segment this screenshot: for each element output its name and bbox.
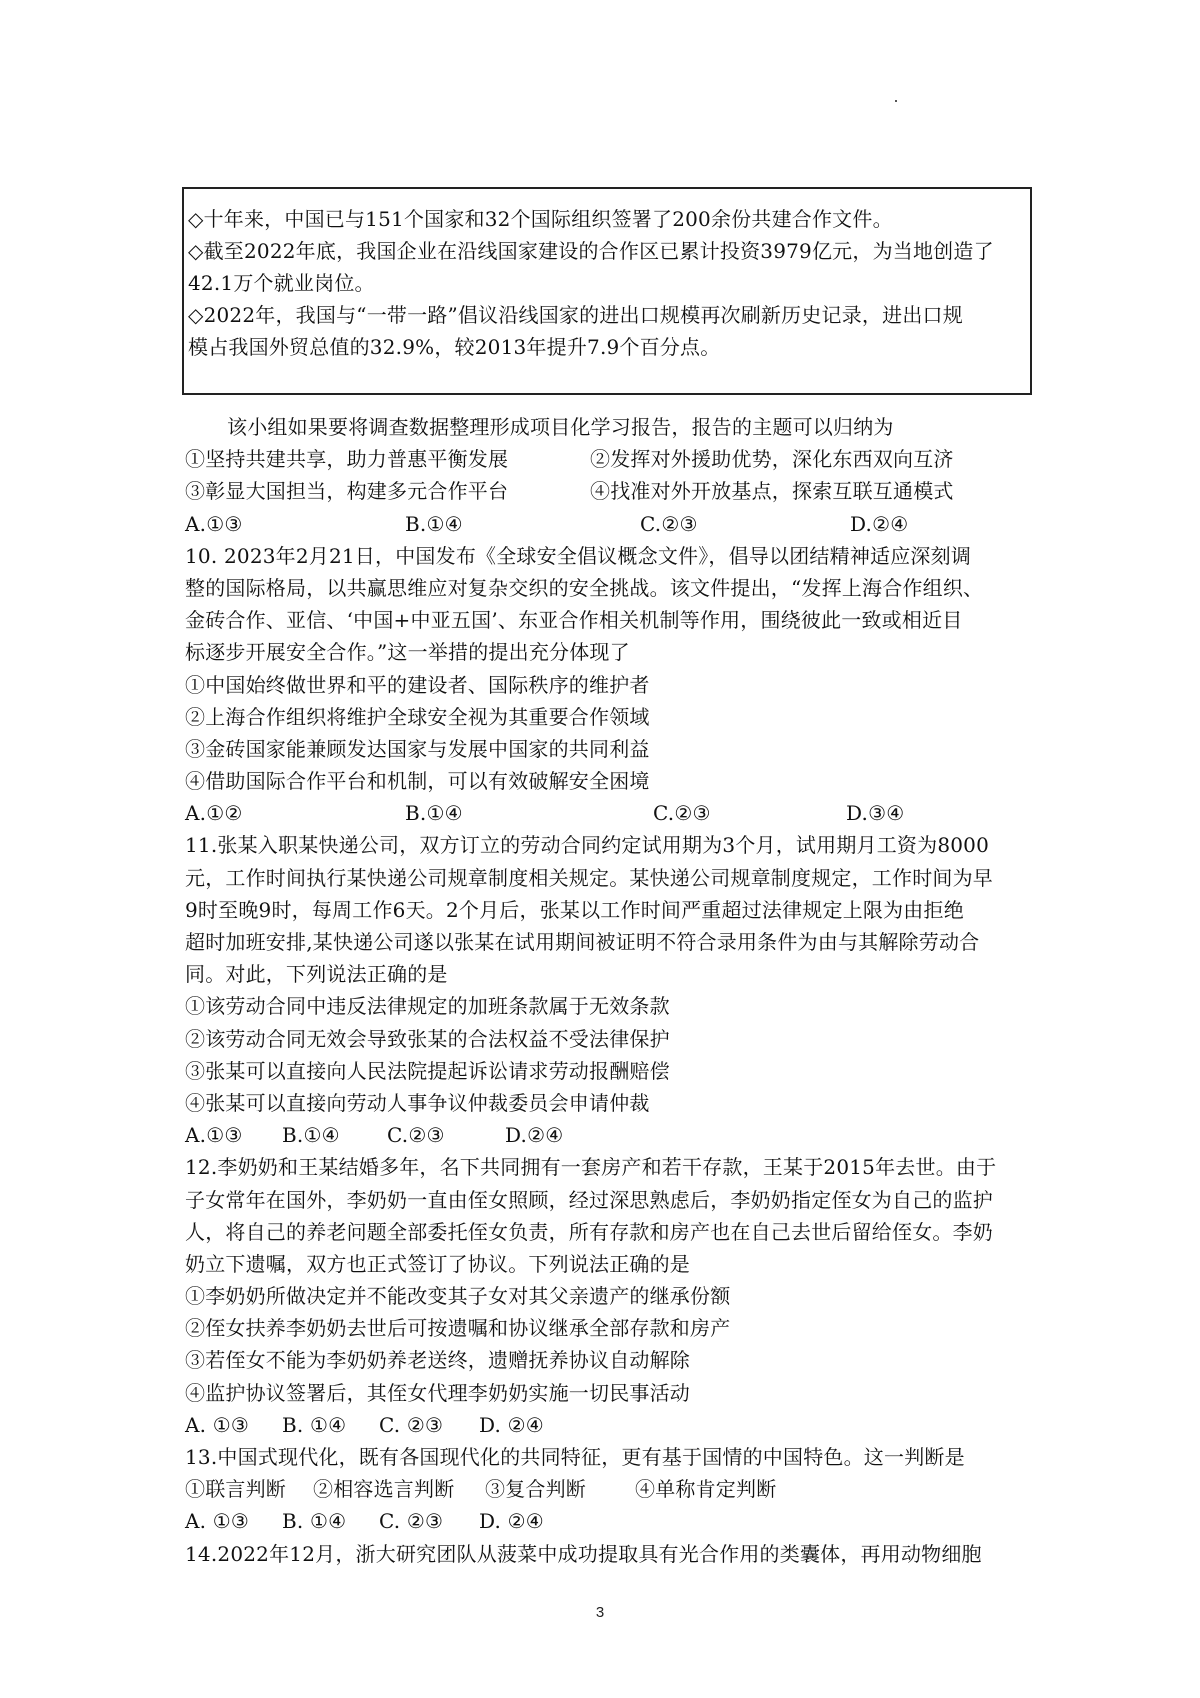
choice-d: D.②④ — [505, 1123, 564, 1148]
q13-option-4: ④单称肯定判断 — [635, 1477, 777, 1502]
q14-stem: 14.2022年12月，浙大研究团队从菠菜中成功提取具有光合作用的类囊体，再用动物细胞 — [185, 1541, 982, 1566]
choice-c: C. ②③ — [379, 1509, 444, 1534]
q12-line: 人，将自己的养老问题全部委托侄女负责，所有存款和房产也在自己去世后留给侄女。李奶 — [185, 1219, 993, 1244]
q13-option-3: ③复合判断 — [485, 1477, 586, 1502]
q12-line: ②侄女扶养李奶奶去世后可按遗嘱和协议继承全部存款和房产 — [185, 1316, 731, 1341]
choice-d: D.②④ — [850, 511, 909, 536]
choice-a: A. ①③ — [185, 1412, 250, 1437]
q11-line: 11.张某入职某快递公司，双方订立的劳动合同约定试用期为3个月，试用期月工资为8000 — [185, 833, 990, 858]
q11-line: ②该劳动合同无效会导致张某的合法权益不受法律保护 — [185, 1026, 670, 1051]
q13-option-2: ②相容选言判断 — [313, 1477, 455, 1502]
q10-line: 整的国际格局，以共赢思维应对复杂交织的安全挑战。该文件提出，“发挥上海合作组织、 — [185, 575, 984, 600]
choice-b: B.①④ — [282, 1123, 340, 1148]
q11-line: ①该劳动合同中违反法律规定的加班条款属于无效条款 — [185, 994, 670, 1019]
q11-line: 9时至晚9时，每周工作6天。2个月后，张某以工作时间严重超过法律规定上限为由拒绝 — [185, 897, 964, 922]
stray-dot — [895, 100, 897, 102]
q10-line: ②上海合作组织将维护全球安全视为其重要合作领域 — [185, 704, 650, 729]
page-number: 3 — [595, 1604, 605, 1621]
q9-stem: 该小组如果要将调查数据整理形成项目化学习报告，报告的主题可以归纳为 — [227, 415, 894, 439]
choice-a: A.①③ — [185, 511, 243, 536]
q9-choices — [185, 508, 1035, 540]
choice-c: C.②③ — [387, 1123, 445, 1148]
q12-line: ①李奶奶所做决定并不能改变其子女对其父亲遗产的继承份额 — [185, 1284, 731, 1309]
choice-c: C.②③ — [640, 511, 698, 536]
choice-d: D. ②④ — [479, 1509, 544, 1534]
choice-a: A. ①③ — [185, 1509, 250, 1534]
choice-b: B. ①④ — [282, 1509, 347, 1534]
choice-c: C.②③ — [653, 801, 711, 826]
q9-option-1: ①坚持共建共享，助力普惠平衡发展 — [185, 447, 509, 472]
q9-option-2: ②发挥对外援助优势，深化东西双向互济 — [590, 447, 954, 472]
info-line: ◇2022年，我国与“一带一路”倡议沿线国家的进出口规模再次刷新历史记录，进出口规 — [188, 303, 963, 327]
q12-choices — [185, 1409, 1035, 1441]
q10-line: ③金砖国家能兼顾发达国家与发展中国家的共同利益 — [185, 736, 650, 761]
q9-option-3: ③彰显大国担当，构建多元合作平台 — [185, 479, 509, 504]
q13-stem: 13.中国式现代化，既有各国现代化的共同特征，更有基于国情的中国特色。这一判断是 — [185, 1445, 965, 1469]
q12-line: ③若侄女不能为李奶奶养老送终，遗赠抚养协议自动解除 — [185, 1348, 690, 1373]
choice-b: B.①④ — [405, 511, 463, 536]
q13-options — [185, 1473, 1035, 1505]
q12-line: ④监护协议签署后，其侄女代理李奶奶实施一切民事活动 — [185, 1380, 690, 1405]
choice-d: D. ②④ — [479, 1412, 544, 1437]
q12-line: 子女常年在国外，李奶奶一直由侄女照顾，经过深思熟虑后，李奶奶指定侄女为自己的监护 — [185, 1187, 993, 1212]
q9-options-row-2 — [185, 475, 1035, 507]
q12-line: 奶立下遗嘱，双方也正式签订了协议。下列说法正确的是 — [185, 1251, 690, 1276]
questions — [185, 411, 1035, 1570]
choice-a: A.①② — [185, 801, 243, 826]
info-line: 42.1万个就业岗位。 — [188, 271, 375, 295]
choice-b: B.①④ — [405, 801, 463, 826]
choice-d: D.③④ — [846, 801, 905, 826]
choice-a: A.①③ — [185, 1123, 243, 1148]
q11-line: 超时加班安排,某快递公司遂以张某在试用期间被证明不符合录用条件为由与其解除劳动合 — [185, 930, 980, 954]
q10-line: 金砖合作、亚信、‘中国+中亚五国’、东亚合作相关机制等作用，围绕彼此一致或相近目 — [185, 608, 963, 633]
q12-line: 12.李奶奶和王某结婚多年，名下共同拥有一套房产和若干存款，王某于2015年去世。由于 — [185, 1155, 997, 1180]
info-line: 模占我国外贸总值的32.9%，较2013年提升7.9个百分点。 — [188, 335, 721, 359]
q10-line: ①中国始终做世界和平的建设者、国际秩序的维护者 — [185, 672, 650, 697]
q10-line: 标逐步开展安全合作。”这一举措的提出充分体现了 — [185, 640, 630, 665]
q10-line: 10. 2023年2月21日，中国发布《全球安全倡议概念文件》，倡导以团结精神适应深刻调 — [185, 543, 972, 568]
q13-choices — [185, 1505, 1035, 1537]
q11-choices — [185, 1119, 1035, 1151]
info-box — [182, 187, 1032, 395]
q11-line: 元，工作时间执行某快递公司规章制度相关规定。某快递公司规章制度规定，工作时间为早 — [185, 865, 993, 890]
q9-options-row-1 — [185, 443, 1035, 475]
info-line: ◇十年来，中国已与151个国家和32个国际组织签署了200余份共建合作文件。 — [188, 207, 893, 231]
info-line: ◇截至2022年底，我国企业在沿线国家建设的合作区已累计投资3979亿元，为当地创造了 — [188, 239, 994, 263]
q9-option-4: ④找准对外开放基点，探索互联互通模式 — [590, 479, 954, 504]
q10-line: ④借助国际合作平台和机制，可以有效破解安全困境 — [185, 769, 650, 794]
q11-line: 同。对此，下列说法正确的是 — [185, 962, 448, 987]
q11-line: ④张某可以直接向劳动人事争议仲裁委员会申请仲裁 — [185, 1090, 650, 1115]
choice-c: C. ②③ — [379, 1412, 444, 1437]
q11-line: ③张某可以直接向人民法院提起诉讼请求劳动报酬赔偿 — [185, 1058, 670, 1083]
q13-option-1: ①联言判断 — [185, 1477, 286, 1502]
q10-choices — [185, 797, 1035, 829]
choice-b: B. ①④ — [282, 1412, 347, 1437]
